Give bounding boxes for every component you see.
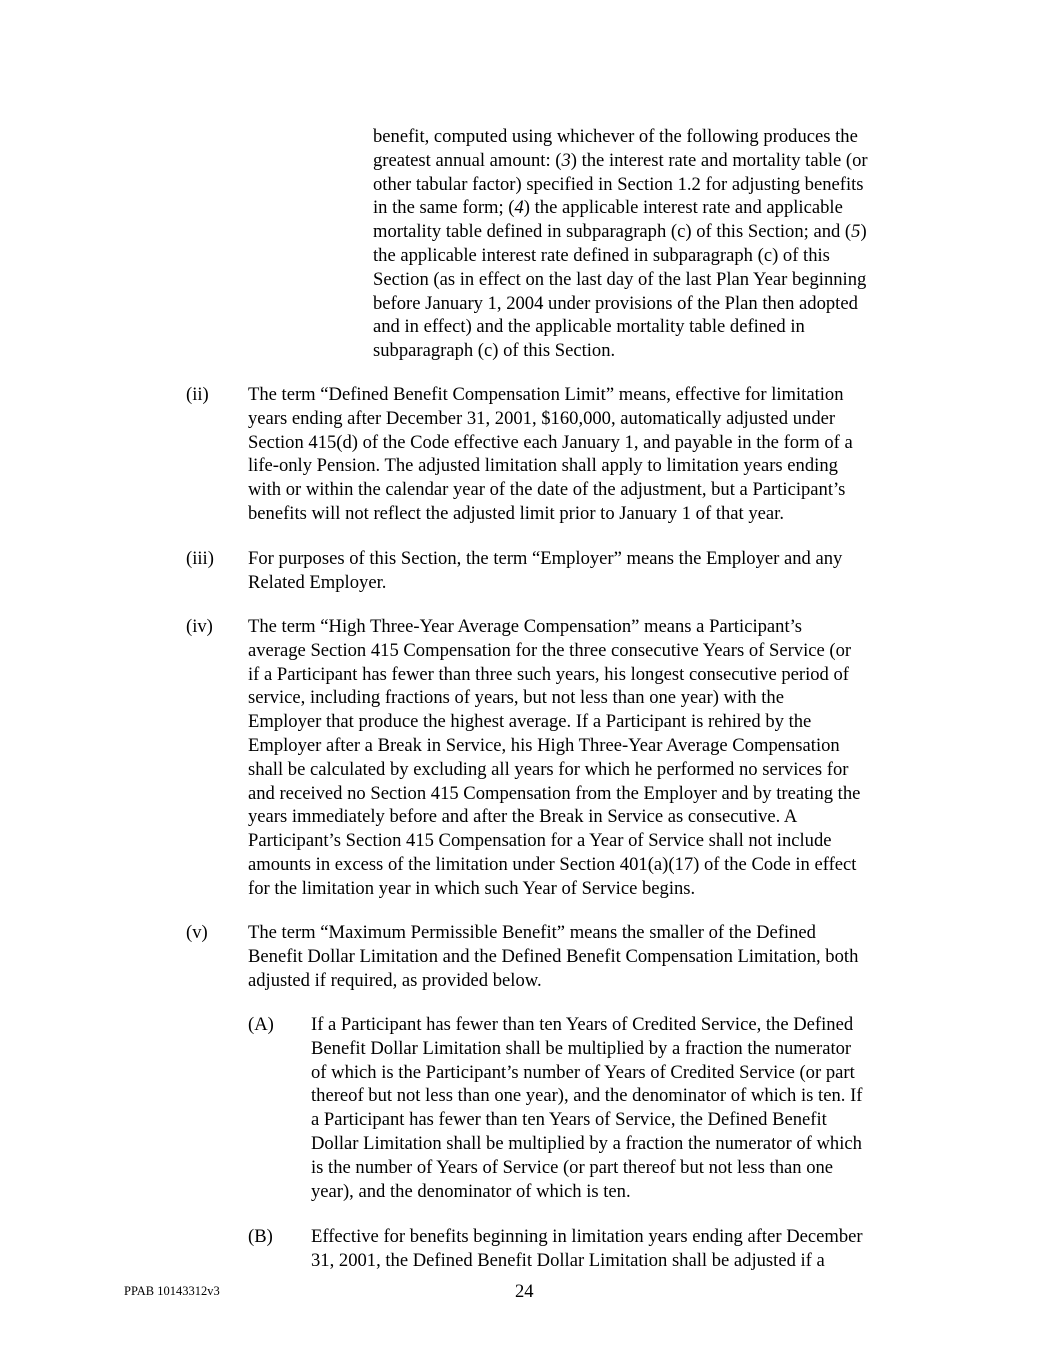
subitem-line: If a Participant has fewer than ten Years of Credited Service, the Defined [311, 1014, 854, 1035]
item-line: average Section 415 Compensation for the three consecutive Years of Service (or [248, 639, 852, 661]
intro-line: before January 1, 2004 under provisions of the Plan then adopted [373, 292, 858, 314]
subitem-paragraph [311, 1225, 863, 1273]
subitem-line: of which is the Participant’s number of Years of Credited Service (or part [311, 1061, 855, 1083]
item-line: Employer after a Break in Service, his High Three-Year Average Compensation [248, 734, 840, 756]
subitem-line: Effective for benefits beginning in limitation years ending after December [311, 1226, 863, 1247]
item-line: Participant’s Section 415 Compensation for a Year of Service shall not include [248, 830, 832, 852]
subitem-label: (A) [248, 1014, 274, 1035]
item-label: (iii) [186, 548, 214, 569]
item-line: adjusted if required, as provided below. [248, 969, 542, 991]
item-label: (v) [186, 922, 208, 943]
item-line: The term “Maximum Permissible Benefit” means the smaller of the Defined [248, 922, 816, 943]
page-number: 24 [515, 1281, 534, 1302]
item-line: with or within the calendar year of the date of the adjustment, but a Participant’s [248, 479, 846, 501]
item-line: Related Employer. [248, 571, 387, 593]
item-paragraph [248, 383, 853, 526]
item-label: (ii) [186, 384, 209, 405]
item-line: Employer that produce the highest average. If a Participant is rehired by the [248, 711, 812, 733]
item-line: years immediately before and after the Break in Service as consecutive. A [248, 806, 798, 828]
intro-paragraph [373, 125, 868, 363]
subitem-line: Benefit Dollar Limitation shall be multiplied by a fraction the numerator [311, 1037, 852, 1059]
subitem-line: year), and the denominator of which is ten. [311, 1180, 631, 1202]
item-line: years ending after December 31, 2001, $160,000, automatically adjusted under [248, 407, 836, 429]
intro-line: subparagraph (c) of this Section. [373, 340, 616, 362]
intro-line: Section (as in effect on the last day of the last Plan Year beginning [373, 268, 867, 290]
intro-line: in the same form; (4) the applicable interest rate and applicable [373, 197, 843, 219]
intro-line: benefit, computed using whichever of the following produces the [373, 126, 858, 147]
intro-line: greatest annual amount: (3) the interest rate and mortality table (or [373, 149, 868, 171]
subitem-paragraph [311, 1013, 862, 1203]
document-id: PPAB 10143312v3 [124, 1284, 220, 1298]
item-label: (iv) [186, 616, 213, 637]
intro-line: other tabular factor) specified in Section 1.2 for adjusting benefits [373, 173, 864, 195]
item-line: service, including fractions of years, but not less than one year) with the [248, 687, 784, 709]
item-paragraph [248, 547, 842, 595]
intro-line: the applicable interest rate defined in subparagraph (c) of this [373, 244, 830, 266]
item-line: shall be calculated by excluding all years for which he performed no services for [248, 758, 849, 780]
subitem-line: thereof but not less than one year), and the denominator of which is ten. If [311, 1085, 863, 1107]
item-line: benefits will not reflect the adjusted limit prior to January 1 of that year. [248, 502, 784, 524]
item-line: for the limitation year in which such Year of Service begins. [248, 877, 696, 899]
subitem-label: (B) [248, 1226, 273, 1247]
subitem-line: is the number of Years of Service (or part thereof but not less than one [311, 1156, 834, 1178]
subitem-line: a Participant has fewer than ten Years of Service, the Defined Benefit [311, 1109, 827, 1131]
item-line: life-only Pension. The adjusted limitation shall apply to limitation years ending [248, 455, 838, 477]
intro-line: mortality table defined in subparagraph (c) of this Section; and (5) [373, 221, 867, 243]
item-line: and received no Section 415 Compensation from the Employer and by treating the [248, 782, 861, 804]
item-line: amounts in excess of the limitation under Section 401(a)(17) of the Code in effect [248, 853, 857, 875]
item-line: For purposes of this Section, the term “Employer” means the Employer and any [248, 548, 843, 569]
item-line: The term “High Three-Year Average Compensation” means a Participant’s [248, 616, 803, 637]
item-line: The term “Defined Benefit Compensation Limit” means, effective for limitation [248, 384, 844, 405]
item-paragraph [248, 615, 860, 901]
item-line: Benefit Dollar Limitation and the Defined Benefit Compensation Limitation, both [248, 945, 859, 967]
subitem-line: 31, 2001, the Defined Benefit Dollar Limitation shall be adjusted if a [311, 1249, 825, 1271]
item-line: Section 415(d) of the Code effective each January 1, and payable in the form of a [248, 431, 853, 453]
item-paragraph [248, 921, 858, 992]
subitem-line: Dollar Limitation shall be multiplied by a fraction the numerator of which [311, 1132, 862, 1154]
intro-line: and in effect) and the applicable mortality table defined in [373, 316, 805, 338]
item-line: if a Participant has fewer than three such years, his longest consecutive period of [248, 663, 849, 685]
